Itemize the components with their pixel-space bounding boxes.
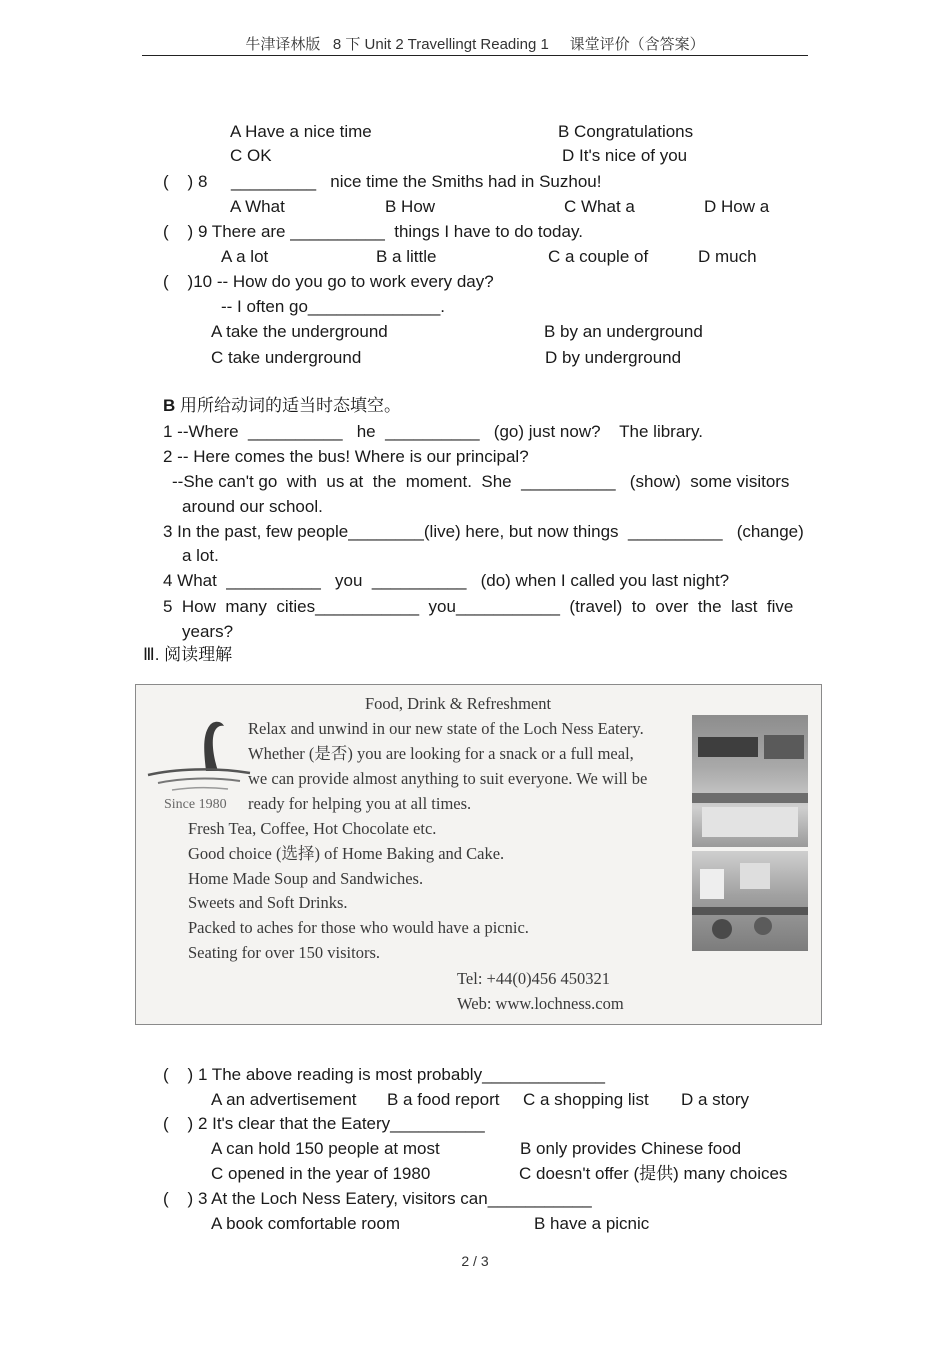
ad-website: Web: www.lochness.com — [457, 994, 624, 1013]
r1-option-c: C a shopping list — [523, 1090, 649, 1109]
r2-option-c: C opened in the year of 1980 — [211, 1164, 431, 1183]
r1-stem: ( ) 1 The above reading is most probably_____________ — [163, 1065, 605, 1084]
r1-option-d: D a story — [681, 1090, 750, 1109]
r2-option-d: C doesn't offer (提供) many choices — [519, 1164, 788, 1183]
q7-option-a: A Have a nice time — [230, 122, 372, 141]
section-b-line-4: around our school. — [182, 497, 323, 516]
header-rule — [142, 55, 808, 56]
section-b-heading — [163, 396, 401, 416]
section-b-line-6: a lot. — [182, 546, 219, 565]
q8-option-d: D How a — [704, 197, 770, 216]
ad-paragraph-line-3: we can provide almost anything to suit everyone. We will be — [248, 769, 648, 788]
r3-option-a: A book comfortable room — [211, 1214, 400, 1233]
ad-item-1: Fresh Tea, Coffee, Hot Chocolate etc. — [188, 819, 437, 838]
section-b-line-1: 1 --Where __________ he __________ (go) just now? The library. — [163, 422, 703, 441]
section-b-label: B — [163, 396, 176, 415]
q7-option-c: C OK — [230, 146, 272, 165]
q10-option-c: C take underground — [211, 348, 362, 367]
ad-item-3: Home Made Soup and Sandwiches. — [188, 869, 424, 888]
eatery-photo-counter — [692, 715, 808, 847]
q8-option-b: B How — [385, 197, 436, 216]
q8-option-a: A What — [230, 197, 285, 216]
q8-option-c: C What a — [564, 197, 635, 216]
q9-option-b: B a little — [376, 247, 437, 266]
r3-stem: ( ) 3 At the Loch Ness Eatery, visitors can___________ — [163, 1189, 592, 1208]
q9-option-c: C a couple of — [548, 247, 649, 266]
section-b-line-8: 5 How many cities___________ you___________ (travel) to over the last five — [163, 597, 794, 616]
q9-option-a: A a lot — [221, 247, 269, 266]
ad-item-5: Packed to aches for those who would have a picnic. — [188, 918, 529, 937]
q10-reply: -- I often go______________. — [221, 297, 446, 316]
r1-option-a: A an advertisement — [211, 1090, 357, 1109]
section-b-line-5: 3 In the past, few people________(live) here, but now things __________ (change) — [163, 522, 804, 541]
section-b-title: 用所给动词的适当时态填空。 — [175, 396, 402, 415]
advertisement-image — [135, 684, 822, 1025]
section-3-title: Ⅲ. 阅读理解 — [143, 645, 233, 664]
q9-option-d: D much — [698, 247, 757, 266]
q7-option-d: D It's nice of you — [562, 146, 688, 165]
ad-telephone: Tel: +44(0)456 450321 — [457, 969, 610, 988]
r2-stem: ( ) 2 It's clear that the Eatery__________ — [163, 1114, 485, 1133]
q10-stem: ( )10 -- How do you go to work every day? — [163, 272, 494, 291]
since-label: Since 1980 — [164, 797, 227, 812]
ad-title: Food, Drink & Refreshment — [365, 694, 552, 713]
q10-option-d: D by underground — [545, 348, 682, 367]
q7-option-b: B Congratulations — [558, 122, 694, 141]
q10-option-b: B by an underground — [544, 322, 703, 341]
ad-paragraph-line-2: Whether (是否) you are looking for a snack or a full meal, — [248, 744, 634, 763]
ad-item-4: Sweets and Soft Drinks. — [188, 893, 348, 912]
page-number: 2 / 3 — [461, 1253, 489, 1269]
section-b-line-9: years? — [182, 622, 234, 641]
eatery-photo-dining — [692, 851, 808, 951]
section-b-line-7: 4 What __________ you __________ (do) when I called you last night? — [163, 571, 730, 590]
q8-stem: ( ) 8 _________ nice time the Smiths had in Suzhou! — [163, 172, 602, 191]
page-header: 牛津译林版 8 下 Unit 2 Travellingt Reading 1 课堂评价（含答案） — [245, 36, 705, 53]
section-b-line-3: --She can't go with us at the moment. She __________ (show) some visitors — [172, 472, 790, 491]
ad-item-6: Seating for over 150 visitors. — [188, 943, 381, 962]
ad-item-2: Good choice (选择) of Home Baking and Cake. — [188, 844, 505, 863]
r2-option-a: A can hold 150 people at most — [211, 1139, 440, 1158]
q10-option-a: A take the underground — [211, 322, 388, 341]
r1-option-b: B a food report — [387, 1090, 500, 1109]
r3-option-b: B have a picnic — [534, 1214, 650, 1233]
ad-paragraph-line-4: ready for helping you at all times. — [248, 794, 472, 813]
q9-stem: ( ) 9 There are __________ things I have to do today. — [163, 222, 583, 241]
r2-option-b: B only provides Chinese food — [520, 1139, 742, 1158]
section-b-line-2: 2 -- Here comes the bus! Where is our principal? — [163, 447, 529, 466]
ad-paragraph-line-1: Relax and unwind in our new state of the Loch Ness Eatery. — [248, 719, 644, 738]
